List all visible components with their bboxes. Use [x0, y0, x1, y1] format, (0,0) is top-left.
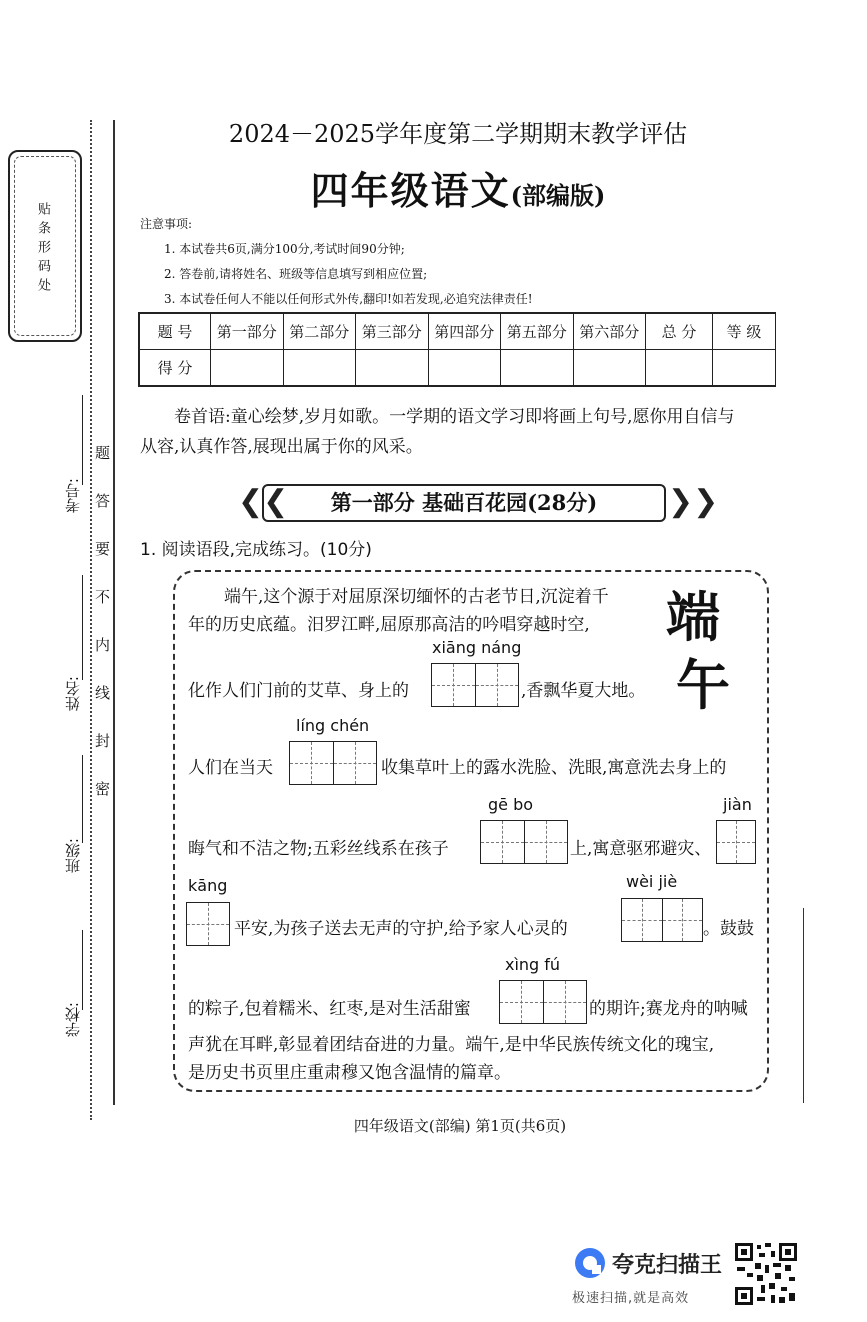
pinyin-wei-jie: wèi jiè [626, 872, 678, 891]
section-banner: 第一部分 基础百花园(28分) [262, 484, 666, 522]
question-1-prompt: 1. 阅读语段,完成练习。(10分) [140, 540, 372, 560]
name-line [82, 575, 83, 680]
header-cell: 第一部分 [211, 313, 284, 350]
score-cell[interactable] [428, 350, 501, 387]
page-footer: 四年级语文(部编) 第1页(共6页) [353, 1117, 567, 1135]
banner-right-ornament: ❯❯ [668, 484, 719, 519]
label-name: 姓名: [64, 676, 82, 712]
passage-line: 上,寓意驱邪避灾、 [570, 839, 712, 859]
answer-box-kang[interactable] [186, 902, 230, 946]
banner-left-ornament: ❮❮ [238, 484, 289, 519]
header-cell: 题 号 [139, 313, 211, 350]
header-cell: 第三部分 [356, 313, 429, 350]
calligraphy-duan: 端 [666, 585, 720, 649]
title-edition: (部编版) [510, 181, 606, 210]
class-line [82, 755, 83, 843]
score-cell[interactable] [573, 350, 646, 387]
note-item: 3. 本试卷任何人不能以任何形式外传,翻印!如若发现,必追究法律责任! [164, 292, 533, 306]
pinyin-jian: jiàn [723, 795, 752, 814]
right-margin-line [803, 908, 804, 1103]
passage-line: 声犹在耳畔,彰显着团结奋进的力量。端午,是中华民族传统文化的瑰宝, [188, 1035, 715, 1055]
passage-line: 的粽子,包着糯米、红枣,是对生活甜蜜 [188, 999, 471, 1019]
label-school: 学校: [64, 1002, 82, 1038]
header-cell: 总 分 [646, 313, 713, 350]
seal-char: 要 [95, 540, 111, 558]
answer-box-ling-chen[interactable] [289, 741, 377, 785]
passage-line: 平安,为孩子送去无声的守护,给予家人心灵的 [234, 919, 568, 939]
page-title [140, 160, 776, 215]
scanner-slogan: 极速扫描,就是高效 [572, 1291, 690, 1306]
exam-number-line [82, 395, 83, 485]
quark-logo-icon [572, 1245, 608, 1281]
seal-char: 内 [95, 636, 111, 654]
seal-char: 封 [95, 732, 111, 750]
score-cell[interactable] [211, 350, 284, 387]
pinyin-xing-fu: xìng fú [505, 955, 561, 974]
passage-line: 。鼓鼓 [703, 919, 754, 939]
barcode-label: 贴条形码处 [35, 202, 50, 297]
passage-line: 化作人们门前的艾草、身上的 [188, 681, 409, 701]
score-table [138, 312, 776, 387]
notes-heading: 注意事项: [140, 217, 193, 231]
exam-year-line: 2024－2025学年度第二学期期末教学评估 [228, 120, 688, 148]
score-cell[interactable] [356, 350, 429, 387]
passage-line: 的期许;赛龙舟的呐喊 [589, 999, 748, 1019]
intro-line: 从容,认真作答,展现出属于你的风采。 [140, 437, 423, 457]
score-cell[interactable] [283, 350, 356, 387]
pinyin-ling-chen: líng chén [296, 716, 370, 735]
passage-line: 晦气和不洁之物;五彩丝线系在孩子 [188, 839, 449, 859]
score-table-score-row [139, 350, 776, 387]
header-cell: 等 级 [713, 313, 776, 350]
passage-line: 收集草叶上的露水洗脸、洗眼,寓意洗去身上的 [381, 758, 727, 778]
binding-dotted-line [90, 120, 92, 1120]
passage-line: 端午,这个源于对屈原深切缅怀的古老节日,沉淀着千 [224, 587, 609, 607]
note-item: 1. 本试卷共6页,满分100分,考试时间90分钟; [164, 242, 405, 256]
score-cell[interactable] [501, 350, 574, 387]
passage-line: 年的历史底蕴。汨罗江畔,屈原那高洁的吟唱穿越时空, [188, 615, 590, 635]
answer-box-ge-bo[interactable] [480, 820, 568, 864]
header-cell: 第二部分 [283, 313, 356, 350]
notes-block [140, 212, 533, 312]
header-cell: 第六部分 [573, 313, 646, 350]
score-cell[interactable] [713, 350, 776, 387]
seal-char: 题 [95, 444, 111, 462]
passage-line: 是历史书页里庄重肃穆又饱含温情的篇章。 [188, 1063, 511, 1083]
answer-box-xiang-nang[interactable] [431, 663, 519, 707]
calligraphy-wu: 午 [676, 653, 730, 717]
answer-box-wei-jie[interactable] [621, 898, 703, 942]
passage-line: 人们在当天 [188, 758, 273, 778]
pinyin-ge-bo: gē bo [488, 795, 534, 814]
passage-line: ,香飘华夏大地。 [521, 681, 646, 701]
title-text: 四年级语文 [310, 168, 511, 213]
seal-char: 不 [95, 588, 111, 606]
intro-paragraph [140, 402, 780, 462]
header-cell: 第四部分 [428, 313, 501, 350]
pinyin-xiang-nang: xiāng náng [432, 638, 522, 657]
label-class: 班级: [64, 838, 82, 874]
score-cell[interactable] [646, 350, 713, 387]
score-table-header-row [139, 313, 776, 350]
school-line [82, 930, 83, 1010]
answer-box-jian[interactable] [716, 820, 756, 864]
scanner-brand: 夸克扫描王 [612, 1253, 723, 1278]
header-cell: 第五部分 [501, 313, 574, 350]
answer-box-xing-fu[interactable] [499, 980, 587, 1024]
note-item: 2. 答卷前,请将姓名、班级等信息填写到相应位置; [164, 267, 428, 281]
pinyin-kang: kāng [188, 876, 228, 895]
seal-char: 密 [95, 780, 111, 798]
binding-solid-line [113, 120, 115, 1105]
seal-char: 线 [95, 684, 111, 702]
label-exam-number: 考号: [64, 478, 82, 514]
row-label-cell: 得 分 [139, 350, 211, 387]
qr-code-icon [735, 1243, 797, 1305]
intro-line: 卷首语:童心绘梦,岁月如歌。一学期的语文学习即将画上句号,愿你用自信与 [174, 407, 735, 427]
seal-char: 答 [95, 492, 111, 510]
